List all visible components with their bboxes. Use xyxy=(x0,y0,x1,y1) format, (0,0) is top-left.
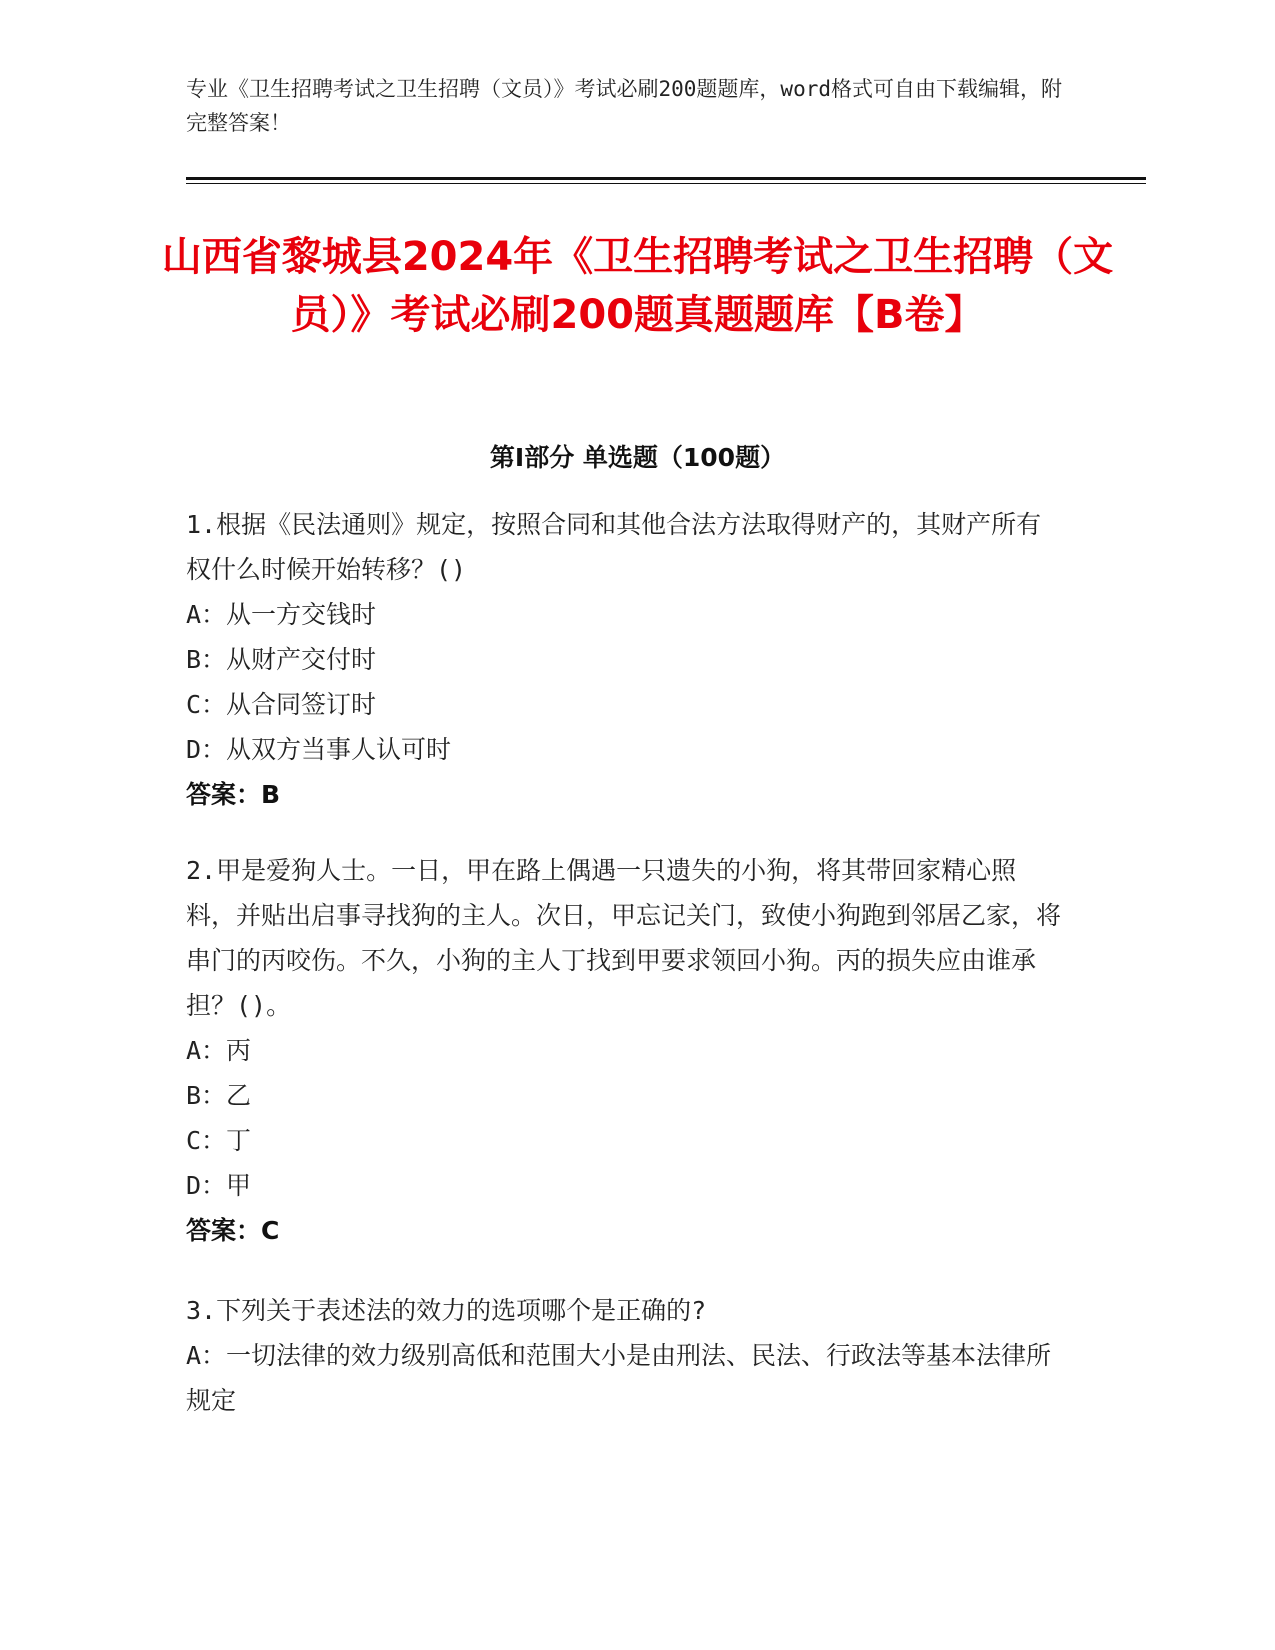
answer-value: C xyxy=(261,1216,280,1245)
option-d: D：从双方当事人认可时 xyxy=(186,735,452,764)
question-1 xyxy=(186,502,1066,817)
section-heading: 第I部分 单选题（100题） xyxy=(489,443,786,472)
question-stem: 1.根据《民法通则》规定，按照合同和其他合法方法取得财产的，其财产所有权什么时候开始转移？() xyxy=(186,510,1042,584)
answer-label: 答案： xyxy=(186,1216,262,1245)
question-stem: 3.下列关于表述法的效力的选项哪个是正确的? xyxy=(186,1296,707,1325)
option-b: B：乙 xyxy=(186,1081,252,1110)
option-a: A：从一方交钱时 xyxy=(186,600,377,629)
option-c: C：从合同签订时 xyxy=(186,690,377,719)
header-divider-thick xyxy=(186,177,1146,180)
answer-label: 答案： xyxy=(186,780,262,809)
answer-line xyxy=(186,1208,1066,1253)
option-a: A：丙 xyxy=(186,1036,252,1065)
answer-line xyxy=(186,772,1066,817)
option-b: B：从财产交付时 xyxy=(186,645,377,674)
header-divider-thin xyxy=(186,183,1146,184)
question-3 xyxy=(186,1288,1066,1423)
document-title: 山西省黎城县2024年《卫生招聘考试之卫生招聘（文员）》考试必刷200题真题题库【B卷】 xyxy=(161,234,1114,338)
option-d: D：甲 xyxy=(186,1171,252,1200)
header-note: 专业《卫生招聘考试之卫生招聘（文员）》考试必刷200题题库，word格式可自由下载编辑，附完整答案！ xyxy=(186,77,1062,135)
option-a: A：一切法律的效力级别高低和范围大小是由刑法、民法、行政法等基本法律所规定 xyxy=(186,1341,1052,1415)
question-2 xyxy=(186,848,1066,1253)
option-c: C：丁 xyxy=(186,1126,252,1155)
answer-value: B xyxy=(261,780,281,809)
question-stem: 2.甲是爱狗人士。一日，甲在路上偶遇一只遗失的小狗，将其带回家精心照料，并贴出启事寻找狗的主人。次日，甲忘记关门，致使小狗跑到邻居乙家，将串门的丙咬伤。不久，小狗的主人丁找到甲要求领回小狗。丙的损失应由谁承担？()。 xyxy=(186,856,1062,1020)
